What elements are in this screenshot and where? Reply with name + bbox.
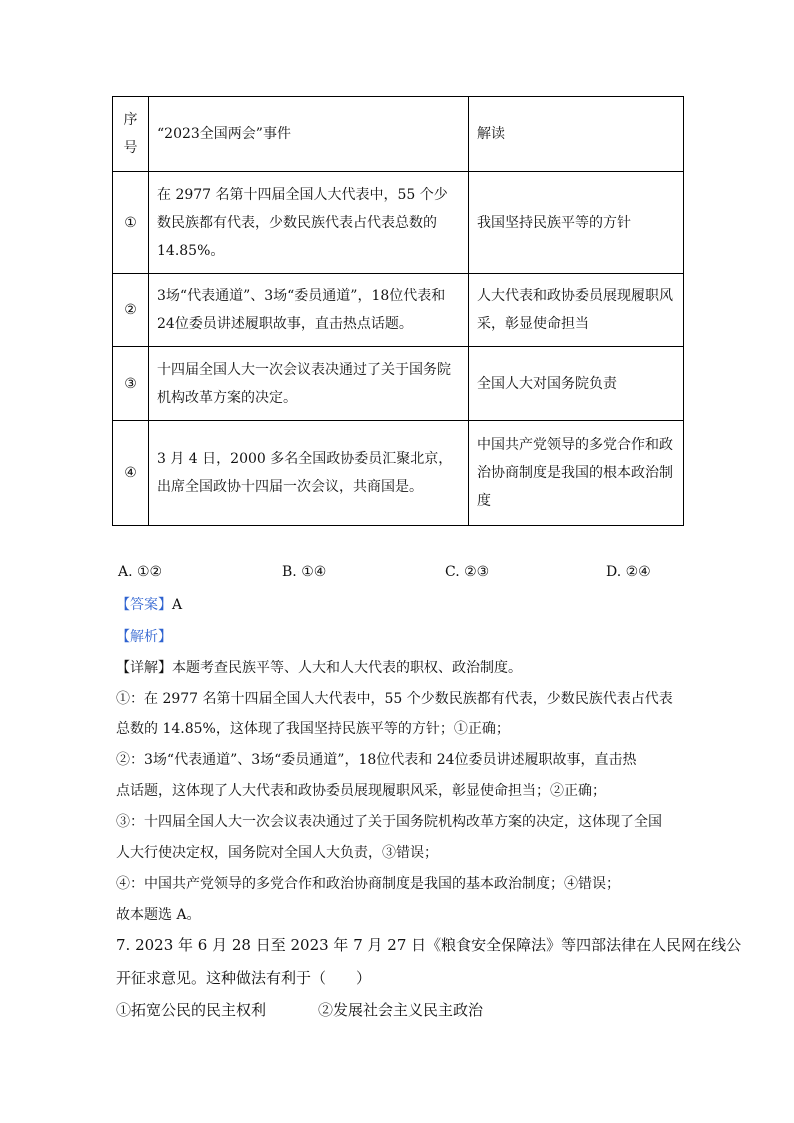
detail-line: ①：在 2977 名第十四届全国人大代表中，55 个少数民族都有代表，少数民族代表占代表 bbox=[116, 691, 673, 707]
detail-line: 总数的 14.85%，这体现了我国坚持民族平等的方针；①正确； bbox=[116, 721, 510, 737]
row-event: 3场“代表通道”、3场“委员通道”，18位代表和 24位委员讲述履职故事，直击热点话题。 bbox=[149, 274, 469, 347]
detail-line: ④：中国共产党领导的多党合作和政治协商制度是我国的基本政治制度；④错误； bbox=[116, 876, 620, 892]
row-event: 3 月 4 日，2000 多名全国政协委员汇聚北京，出席全国政协十四届一次会议，共商国是。 bbox=[149, 421, 469, 526]
row-seq: ④ bbox=[113, 421, 149, 526]
table-row bbox=[113, 172, 684, 274]
row-seq: ② bbox=[113, 274, 149, 347]
row-interpretation: 中国共产党领导的多党合作和政治协商制度是我国的根本政治制度 bbox=[469, 421, 684, 526]
detail-line: 人大行使决定权，国务院对全国人大负责，③错误； bbox=[116, 845, 438, 861]
header-event: “2023全国两会”事件 bbox=[149, 97, 469, 172]
detail-intro: 本题考查民族平等、人大和人大代表的职权、政治制度。 bbox=[172, 660, 522, 676]
answer-line bbox=[116, 594, 696, 616]
detail-intro-line bbox=[116, 657, 696, 679]
table-row bbox=[113, 421, 684, 526]
detail-tag: 【详解】 bbox=[116, 660, 172, 676]
row-interpretation: 我国坚持民族平等的方针 bbox=[469, 172, 684, 274]
table-header-row bbox=[113, 97, 684, 172]
option-c: C. ②③ bbox=[445, 564, 490, 580]
row-seq: ① bbox=[113, 172, 149, 274]
question-7-item-1: ①拓宽公民的民主权利 bbox=[116, 1001, 267, 1019]
question-7-item-2: ②发展社会主义民主政治 bbox=[318, 1001, 484, 1019]
events-table bbox=[112, 96, 684, 526]
header-interpretation: 解读 bbox=[469, 97, 684, 172]
detail-conclusion: 故本题选 A。 bbox=[116, 907, 201, 923]
option-b: B. ①④ bbox=[282, 564, 327, 580]
row-interpretation: 人大代表和政协委员展现履职风采，彰显使命担当 bbox=[469, 274, 684, 347]
header-seq: 序号 bbox=[113, 97, 149, 172]
answer-options bbox=[0, 564, 794, 586]
question-7-line2: 开征求意见。这种做法有利于（ ） bbox=[116, 969, 372, 987]
question-7-line1: 7. 2023 年 6 月 28 日至 2023 年 7 月 27 日《粮食安全保障法》等四部法律在人民网在线公 bbox=[116, 936, 742, 954]
detail-line: 点话题，这体现了人大代表和政协委员展现履职风采，彰显使命担当；②正确； bbox=[116, 783, 606, 799]
row-event: 在 2977 名第十四届全国人大代表中，55 个少数民族都有代表，少数民族代表占代表总数的 14.85%。 bbox=[149, 172, 469, 274]
detail-line: ③：十四届全国人大一次会议表决通过了关于国务院机构改革方案的决定，这体现了全国 bbox=[116, 814, 662, 830]
option-d: D. ②④ bbox=[606, 564, 651, 580]
analysis-line bbox=[116, 626, 696, 648]
row-seq: ③ bbox=[113, 347, 149, 421]
question-7-items bbox=[116, 999, 696, 1021]
analysis-tag: 【解析】 bbox=[116, 629, 172, 645]
answer-tag: 【答案】 bbox=[116, 597, 172, 613]
row-interpretation: 全国人大对国务院负责 bbox=[469, 347, 684, 421]
row-event: 十四届全国人大一次会议表决通过了关于国务院机构改革方案的决定。 bbox=[149, 347, 469, 421]
option-a: A. ①② bbox=[118, 564, 163, 580]
table-row bbox=[113, 274, 684, 347]
detail-line: ②：3场“代表通道”、3场“委员通道”，18位代表和 24位委员讲述履职故事，直击热 bbox=[116, 752, 637, 768]
table-row bbox=[113, 347, 684, 421]
answer-value: A bbox=[172, 597, 183, 613]
